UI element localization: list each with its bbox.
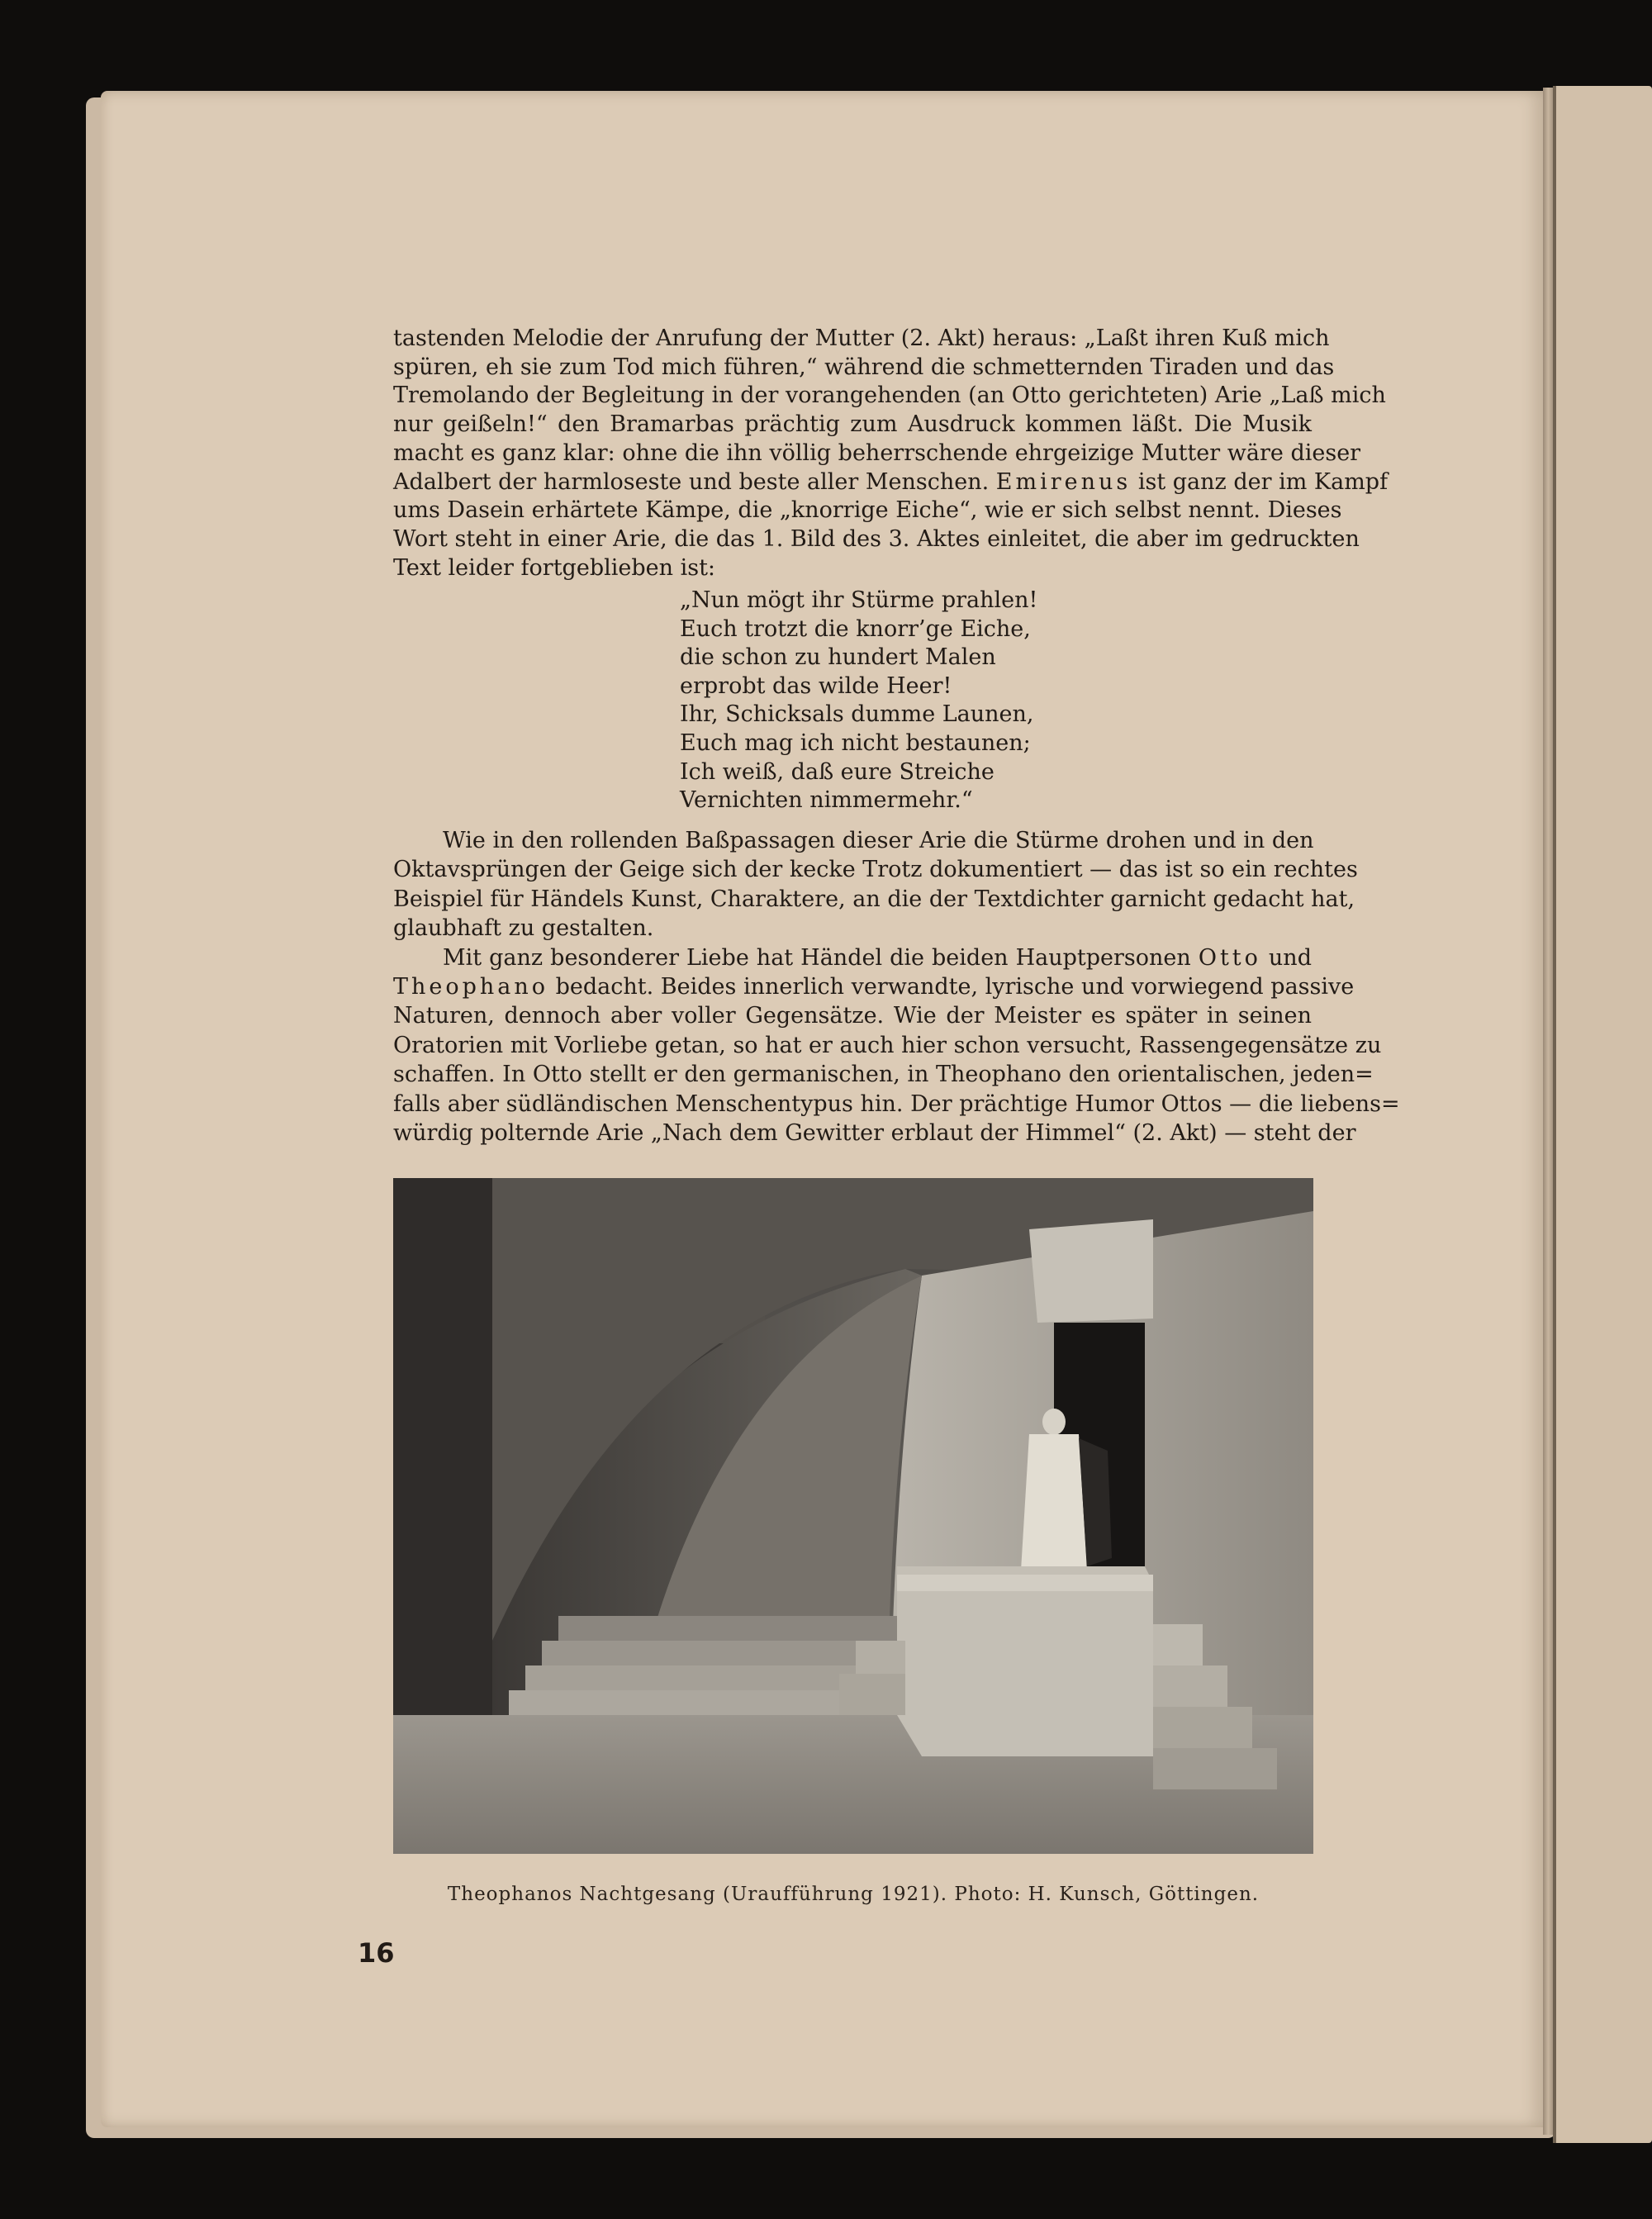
- text-line: Oktavsprüngen der Geige sich der kecke Trotz dokumentiert — das ist so ein rechtes: [393, 857, 1358, 883]
- name-otto: Otto: [1198, 944, 1261, 971]
- text-line: falls aber südländischen Menschentypus hin. Der prächtige Humor Ottos — die liebens=: [393, 1090, 1400, 1117]
- verse-line: Ich weiß, daß eure Streiche: [680, 758, 995, 785]
- text-line: tastenden Melodie der Anrufung der Mutter (2. Akt) heraus: „Laßt ihren Kuß mich: [393, 325, 1330, 351]
- text-segment: Adalbert der harmloseste und beste aller Menschen.: [393, 468, 990, 495]
- photo-caption: Theophanos Nachtgesang (Uraufführung 1921). Photo: H. Kunsch, Göttingen.: [447, 1884, 1260, 1905]
- verse-line: Vernichten nimmermehr.“: [680, 787, 973, 814]
- text-line: [393, 468, 1389, 497]
- text-line: Wie in den rollenden Baßpassagen dieser Arie die Stürme drohen und in den: [443, 828, 1314, 853]
- text-line: [393, 972, 1355, 1001]
- text-segment: bedacht. Beides innerlich verwandte, lyrische und vorwiegend passive: [548, 974, 1355, 1000]
- text-line: nur geißeln!“ den Bramarbas prächtig zum Ausdruck kommen läßt. Die Musik: [393, 411, 1312, 438]
- text-line: Text leider fortgeblieben ist:: [393, 554, 716, 581]
- aria-verse: [680, 587, 1037, 815]
- verse-line: Ihr, Schicksals dumme Launen,: [680, 701, 1034, 728]
- text-line: spüren, eh sie zum Tod mich führen,“ während die schmetternden Tiraden und das: [393, 354, 1335, 380]
- verse-line: erprobt das wilde Heer!: [680, 672, 952, 699]
- text-segment: Mit ganz besonderer Liebe hat Händel die beiden Hauptpersonen: [443, 944, 1199, 971]
- text-line: Wort steht in einer Arie, die das 1. Bild des 3. Aktes einleitet, die aber im gedruckten: [393, 525, 1360, 552]
- verse-line: „Nun mögt ihr Stürme prahlen!: [680, 587, 1038, 613]
- text-segment: ist ganz der im Kampf: [1131, 468, 1389, 495]
- text-line: schaffen. In Otto stellt er den germanischen, in Theophano den orientalischen, jeden=: [393, 1062, 1374, 1088]
- text-line: glaubhaft zu gestalten.: [393, 915, 654, 942]
- text-line: Beispiel für Händels Kunst, Charaktere, an die der Textdichter garnicht gedacht hat,: [393, 886, 1355, 912]
- facing-page: [1556, 86, 1652, 2143]
- text-line: würdig polternde Arie „Nach dem Gewitter erblaut der Himmel“ (2. Akt) — steht der: [393, 1120, 1356, 1147]
- text-line: Tremolando der Begleitung in der vorangehenden (an Otto gerichteten) Arie „Laß mich: [393, 383, 1386, 409]
- text-line: [393, 943, 1312, 972]
- page-number: 16: [358, 1937, 395, 1969]
- stage-photograph: [393, 1178, 1313, 1854]
- verse-line: Euch mag ich nicht bestaunen;: [680, 729, 1031, 756]
- verse-line: die schon zu hundert Malen: [680, 644, 996, 671]
- verse-line: Euch trotzt die knorr’ge Eiche,: [680, 615, 1031, 642]
- text-segment: und: [1260, 944, 1312, 971]
- name-emirenus: Emirenus: [995, 468, 1132, 495]
- paragraph-1: [393, 325, 1389, 582]
- paragraphs-2-3: [393, 826, 1400, 1148]
- name-theophano: Theophano: [393, 974, 549, 1000]
- text-line: Oratorien mit Vorliebe getan, so hat er auch hier schon versucht, Rassengegensätze zu: [393, 1032, 1382, 1058]
- stage-scene-illustration: [393, 1178, 1313, 1854]
- text-line: Naturen, dennoch aber voller Gegensätze. Wie der Meister es später in seinen: [393, 1003, 1312, 1029]
- text-line: macht es ganz klar: ohne die ihn völlig beherrschende ehrgeizige Mutter wäre dieser: [393, 440, 1361, 466]
- text-line: ums Dasein erhärtete Kämpe, die „knorrige Eiche“, wie er sich selbst nennt. Dieses: [393, 497, 1342, 524]
